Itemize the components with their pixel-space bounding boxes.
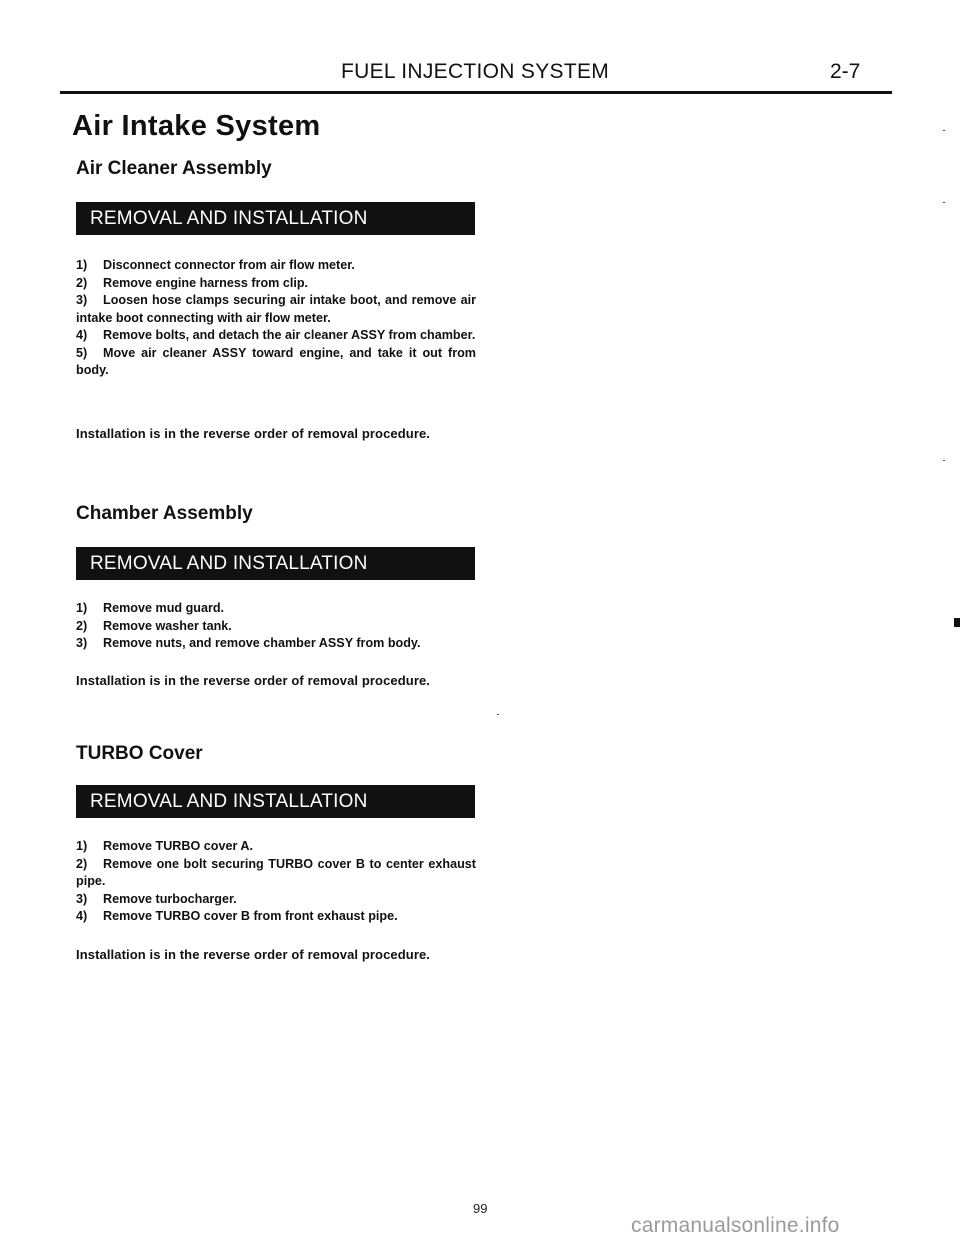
installation-note-air-cleaner: Installation is in the reverse order of removal procedure. [76,426,431,441]
step-text: Remove engine harness from clip. [103,275,309,290]
page-number: 99 [473,1201,488,1216]
header-section-number: 2-7 [830,60,861,83]
list-item [76,275,476,293]
step-number: 2) [76,856,88,871]
step-number: 1) [76,258,88,272]
section-banner-chamber: REMOVAL AND INSTALLATION [76,547,475,580]
step-number: 1) [76,839,88,853]
steps-list-air-cleaner [76,257,476,380]
step-text: Remove TURBO cover A. [103,839,253,853]
step-text: Move air cleaner ASSY toward engine, and take it out from body. [76,345,476,377]
list-item [76,635,476,653]
step-number: 3) [76,891,88,906]
list-item [76,838,476,856]
page-title: Air Intake System [72,110,321,142]
header-rule [60,91,892,94]
steps-list-turbo-cover [76,838,476,926]
step-text: Remove nuts, and remove chamber ASSY from body. [103,636,421,650]
step-text: Remove washer tank. [103,618,232,633]
list-item [76,345,476,380]
step-number: 3) [76,293,88,307]
scan-speck [943,460,945,461]
step-text: Remove TURBO cover B from front exhaust pipe. [103,909,398,923]
section-heading-chamber: Chamber Assembly [76,503,253,524]
list-item [76,618,476,636]
step-number: 2) [76,275,88,290]
step-text: Remove one bolt securing TURBO cover B to center exhaust pipe. [76,856,476,888]
step-text: Disconnect connector from air flow meter. [103,258,355,272]
section-heading-turbo-cover: TURBO Cover [76,743,203,764]
section-banner-turbo-cover: REMOVAL AND INSTALLATION [76,785,475,818]
installation-note-turbo-cover: Installation is in the reverse order of removal procedure. [76,947,431,962]
step-number: 5) [76,345,88,360]
step-number: 4) [76,328,88,342]
step-number: 4) [76,909,88,923]
installation-note-chamber: Installation is in the reverse order of removal procedure. [76,673,431,688]
margin-mark [954,618,960,627]
header-title: FUEL INJECTION SYSTEM [341,60,610,83]
list-item [76,292,476,327]
scan-speck [943,202,945,203]
list-item [76,257,476,275]
scan-speck [943,130,945,131]
step-number: 2) [76,618,88,633]
list-item [76,856,476,891]
list-item [76,327,476,345]
list-item [76,891,476,909]
step-text: Remove turbocharger. [103,891,237,906]
section-banner-air-cleaner: REMOVAL AND INSTALLATION [76,202,475,235]
list-item [76,908,476,926]
step-text: Loosen hose clamps securing air intake boot, and remove air intake boot connecting with air flow meter. [76,293,476,325]
scan-speck [497,714,499,715]
step-number: 3) [76,636,88,650]
step-number: 1) [76,601,88,615]
section-heading-air-cleaner: Air Cleaner Assembly [76,158,272,179]
step-text: Remove bolts, and detach the air cleaner ASSY from chamber. [103,328,476,342]
watermark: carmanualsonline.info [631,1214,840,1237]
steps-list-chamber [76,600,476,653]
step-text: Remove mud guard. [103,601,225,615]
list-item [76,600,476,618]
